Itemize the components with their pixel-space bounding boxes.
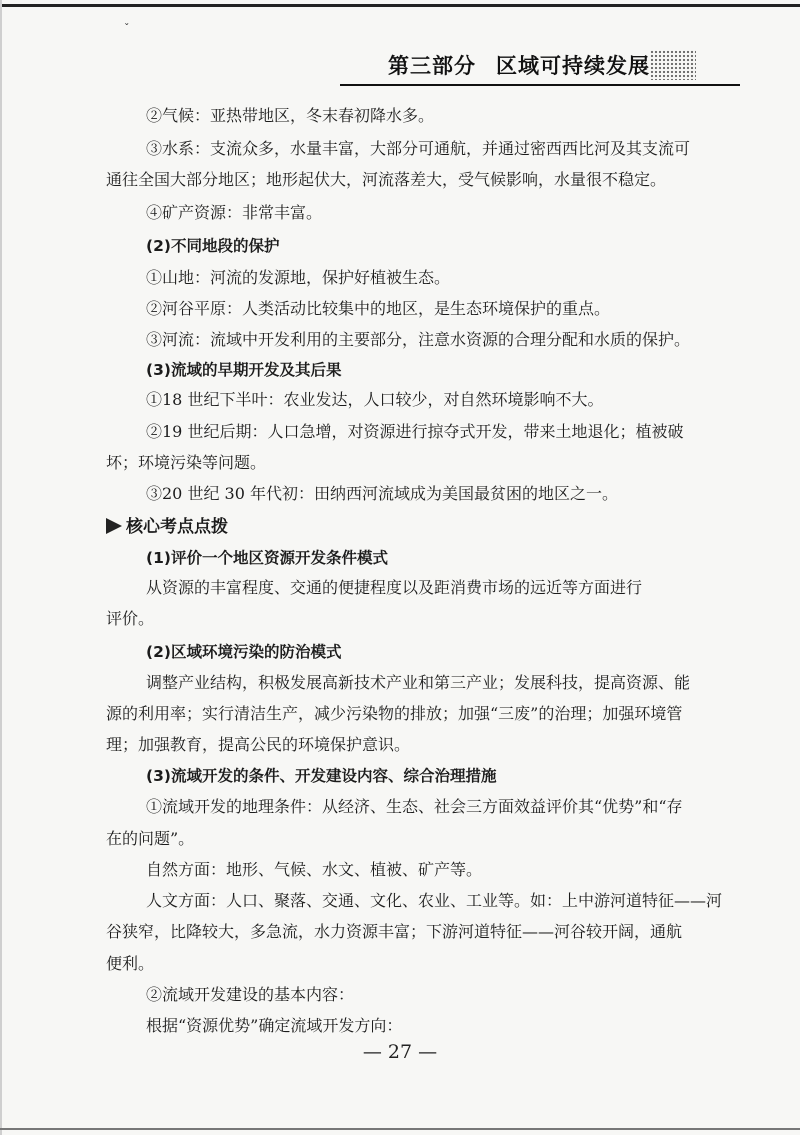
paragraph-line: 理；加强教育，提高公民的环境保护意识。 (106, 735, 411, 754)
subheading: (1)评价一个地区资源开发条件模式 (146, 549, 388, 567)
paragraph-line: ①山地：河流的发源地，保护好植被生态。 (146, 268, 451, 287)
paragraph-line: ③河流：流域中开发利用的主要部分，注意水资源的合理分配和水质的保护。 (146, 330, 691, 349)
header-section-title: 区域可持续发展 (496, 54, 650, 78)
paragraph-line: ①流域开发的地理条件：从经济、生态、社会三方面效益评价其“优势”和“存 (146, 797, 683, 816)
paragraph-line: 评价。 (106, 609, 155, 628)
triangle-arrow-icon (106, 518, 122, 534)
paragraph-line: 人文方面：人口、聚落、交通、文化、农业、工业等。如：上中游河道特征——河 (146, 891, 723, 910)
paragraph-line: 在的问题”。 (106, 829, 195, 848)
section-heading (106, 512, 228, 537)
header-title (388, 50, 650, 80)
subheading: (2)不同地段的保护 (146, 237, 280, 255)
paragraph-line: 调整产业结构，积极发展高新技术产业和第三产业；发展科技，提高资源、能 (146, 673, 691, 692)
subheading: (3)流域的早期开发及其后果 (146, 361, 342, 379)
bottom-border-rule (0, 1128, 800, 1130)
top-border-rule (0, 4, 800, 7)
header-rule (340, 84, 740, 86)
subheading: (3)流域开发的条件、开发建设内容、综合治理措施 (146, 767, 497, 785)
header-part: 第三部分 (388, 54, 476, 78)
page-number: — 27 — (362, 1041, 438, 1063)
paragraph-line: ④矿产资源：非常丰富。 (146, 203, 323, 222)
paragraph-line: ③20 世纪 30 年代初：田纳西河流域成为美国最贫困的地区之一。 (146, 484, 618, 503)
header-dot-pattern-icon (650, 50, 696, 80)
paragraph-line: 源的利用率；实行清洁生产，减少污染物的排放；加强“三废”的治理；加强环境管 (106, 704, 683, 723)
paragraph-line: 谷狭窄，比降较大，多急流，水力资源丰富；下游河道特征——河谷较开阔，通航 (106, 922, 683, 941)
paragraph-line: ②流域开发建设的基本内容： (146, 985, 355, 1004)
paragraph-line: ②河谷平原：人类活动比较集中的地区，是生态环境保护的重点。 (146, 299, 611, 318)
paragraph-line: 坏；环境污染等问题。 (106, 453, 267, 472)
paragraph-line: 自然方面：地形、气候、水文、植被、矿产等。 (146, 860, 483, 879)
paragraph-line: ③水系：支流众多，水量丰富，大部分可通航，并通过密西西比河及其支流可 (146, 139, 691, 158)
paragraph-line: 便利。 (106, 954, 155, 973)
scan-mark: ˇ (124, 22, 130, 35)
paragraph-line: 根据“资源优势”确定流域开发方向： (146, 1016, 403, 1035)
subheading: (2)区域环境污染的防治模式 (146, 643, 342, 661)
paragraph-line: ②19 世纪后期：人口急增，对资源进行掠夺式开发，带来土地退化；植被破 (146, 422, 684, 441)
running-header (340, 44, 740, 86)
paragraph-line: 从资源的丰富程度、交通的便捷程度以及距消费市场的远近等方面进行 (146, 578, 643, 597)
section-heading-text: 核心考点点拨 (126, 517, 228, 537)
left-page-edge (0, 0, 2, 1135)
paragraph-line: ①18 世纪下半叶：农业发达，人口较少，对自然环境影响不大。 (146, 390, 604, 409)
paragraph-line: ②气候：亚热带地区，冬末春初降水多。 (146, 106, 435, 125)
paragraph-line: 通往全国大部分地区；地形起伏大，河流落差大，受气候影响，水量很不稳定。 (106, 170, 667, 189)
